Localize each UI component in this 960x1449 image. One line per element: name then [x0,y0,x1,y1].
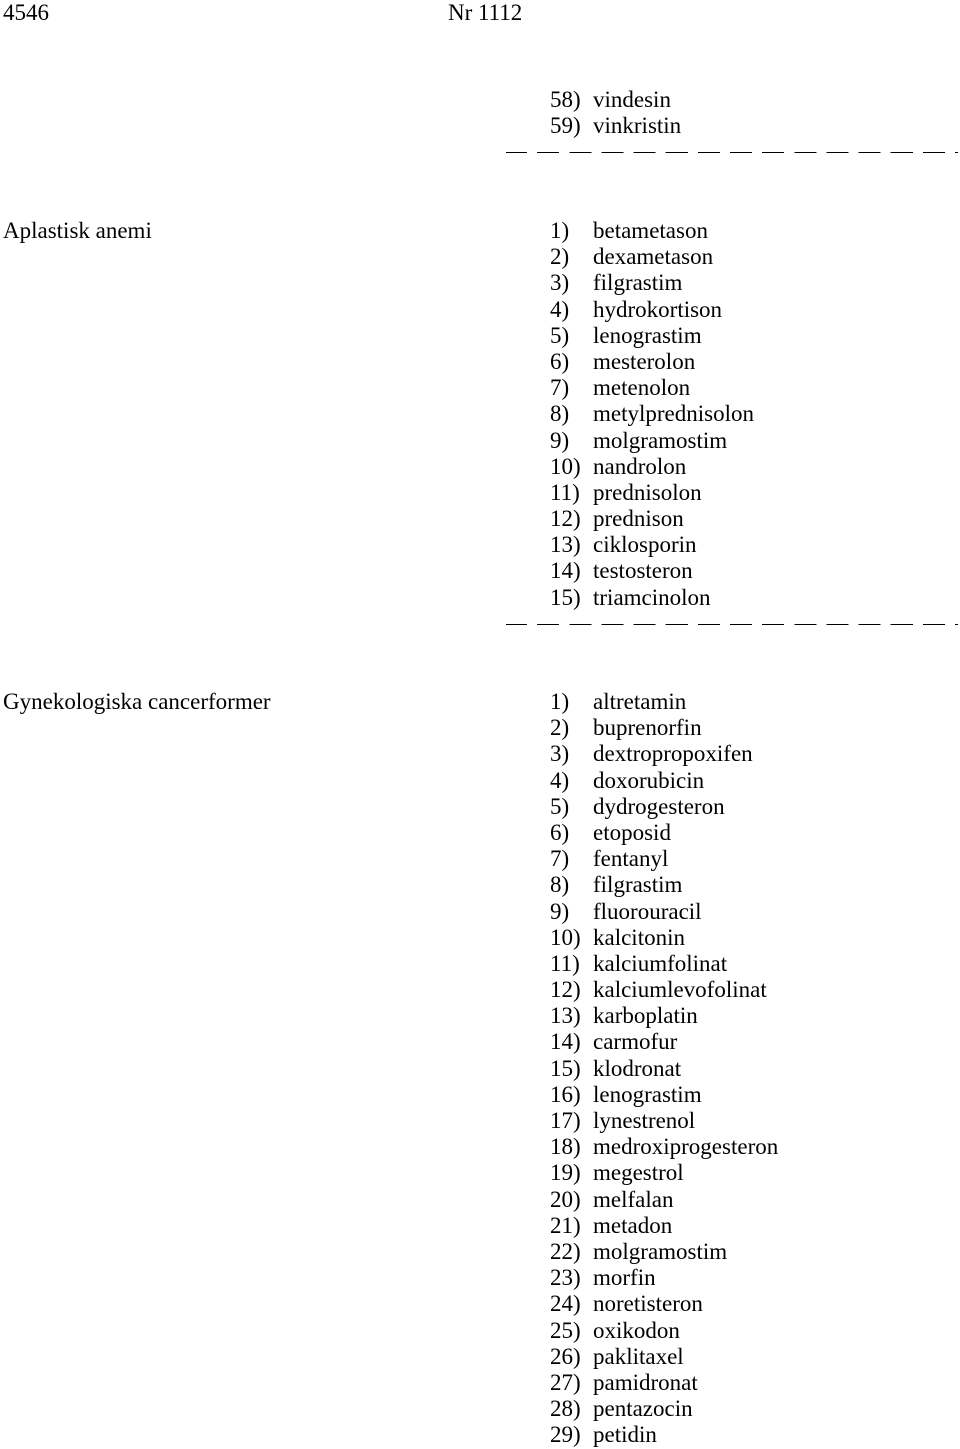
item-number: 20) [550,1186,581,1212]
item-number: 27) [550,1369,581,1395]
drug-name: prednisolon [593,479,702,505]
item-number: 1) [550,689,570,714]
list-item [550,506,754,532]
list-item [550,689,778,715]
item-number: 1) [550,218,570,243]
drug-name: fentanyl [593,846,669,872]
drug-name: filgrastim [593,270,683,296]
drug-name: petidin [593,1422,657,1448]
drug-name: paklitaxel [593,1343,684,1369]
list-item [550,977,778,1003]
list-item [550,1422,778,1448]
item-number: 22) [550,1238,581,1264]
list-item [550,899,778,925]
item-number: 8) [550,872,570,898]
drug-name: fluorouracil [593,898,702,924]
list-item [550,480,754,506]
item-number: 9) [550,427,570,453]
drug-name: molgramostim [593,1238,728,1264]
drug-name: metenolon [593,375,691,401]
list-item [550,1082,778,1108]
list-item [550,951,778,977]
drug-name: metylprednisolon [593,401,754,427]
drug-name: kalcitonin [593,924,685,950]
list-item [550,558,754,584]
item-number: 28) [550,1396,581,1422]
list-item [550,454,754,480]
list-item [550,244,754,270]
continued-drug-list [550,87,681,139]
list-item [550,1291,778,1317]
list-item [550,1029,778,1055]
item-number: 10) [550,453,581,479]
item-number: 8) [550,401,570,427]
item-number: 6) [550,819,570,845]
item-number: 13) [550,532,581,558]
drug-name: ciklosporin [593,532,697,558]
item-number: 16) [550,1081,581,1107]
list-item [550,87,681,113]
list-item [550,1056,778,1082]
drug-name: vindesin [593,87,671,112]
list-item [550,1239,778,1265]
drug-name: megestrol [593,1160,684,1186]
drug-name: testosteron [593,558,693,584]
list-item [550,794,778,820]
drug-name: triamcinolon [593,584,711,610]
list-item [550,846,778,872]
list-item [550,768,778,794]
drug-name: buprenorfin [593,715,702,741]
drug-list [550,218,754,611]
item-number: 14) [550,1029,581,1055]
drug-name: molgramostim [593,427,728,453]
list-item [550,349,754,375]
item-number: 23) [550,1265,581,1291]
drug-name: medroxiprogesteron [593,1134,779,1160]
drug-name: klodronat [593,1055,682,1081]
item-number: 21) [550,1212,581,1238]
drug-name: morfin [593,1265,656,1291]
list-item [550,820,778,846]
drug-name: filgrastim [593,872,683,898]
drug-name: carmofur [593,1029,678,1055]
list-item [550,872,778,898]
drug-name: pentazocin [593,1396,693,1422]
list-item [550,1396,778,1422]
item-number: 12) [550,977,581,1003]
list-item [550,113,681,139]
list-item [550,1265,778,1291]
item-number: 11) [550,950,580,976]
page-number: 4546 [3,0,49,25]
item-number: 7) [550,846,570,872]
drug-list [550,689,778,1448]
list-item [550,1370,778,1396]
drug-name: lynestrenol [593,1108,696,1133]
drug-name: etoposid [593,819,671,845]
item-number: 17) [550,1108,581,1133]
section-label: Gynekologiska cancerformer [3,689,271,714]
item-number: 11) [550,479,580,505]
item-number: 59) [550,113,581,139]
item-number: 15) [550,1055,581,1081]
item-number: 25) [550,1317,581,1343]
item-number: 26) [550,1343,581,1369]
list-item [550,1160,778,1186]
drug-name: hydrokortison [593,296,723,322]
item-number: 10) [550,924,581,950]
item-number: 2) [550,244,570,270]
drug-name: altretamin [593,689,687,714]
item-number: 5) [550,793,570,819]
list-item [550,1108,778,1134]
list-item [550,375,754,401]
list-item [550,323,754,349]
drug-name: oxikodon [593,1317,680,1343]
section-separator [506,624,958,625]
drug-name: doxorubicin [593,767,705,793]
drug-name: karboplatin [593,1003,698,1029]
list-item [550,428,754,454]
section-label: Aplastisk anemi [3,218,152,243]
item-number: 18) [550,1134,581,1160]
item-number: 19) [550,1160,581,1186]
item-number: 6) [550,348,570,374]
list-item [550,585,754,611]
drug-name: dydrogesteron [593,793,725,819]
item-number: 7) [550,375,570,401]
item-number: 4) [550,767,570,793]
list-item [550,741,778,767]
drug-name: lenograstim [593,322,702,348]
item-number: 5) [550,322,570,348]
list-item [550,715,778,741]
drug-name: pamidronat [593,1369,698,1395]
drug-name: kalciumfolinat [593,950,728,976]
drug-name: prednison [593,506,684,532]
list-item [550,401,754,427]
drug-name: melfalan [593,1186,674,1212]
list-item [550,532,754,558]
drug-name: vinkristin [593,113,682,139]
list-item [550,1213,778,1239]
list-item [550,1187,778,1213]
drug-name: nandrolon [593,453,687,479]
page-header [0,0,960,30]
item-number: 15) [550,584,581,610]
item-number: 13) [550,1003,581,1029]
list-item [550,1344,778,1370]
list-item [550,1318,778,1344]
item-number: 14) [550,558,581,584]
section-separator [506,152,958,153]
issue-number: Nr 1112 [448,0,523,25]
list-item [550,297,754,323]
item-number: 29) [550,1422,581,1448]
item-number: 24) [550,1291,581,1317]
item-number: 3) [550,741,570,767]
item-number: 12) [550,506,581,532]
list-item [550,1134,778,1160]
drug-name: lenograstim [593,1081,702,1107]
drug-name: metadon [593,1212,673,1238]
drug-name: mesterolon [593,348,696,374]
item-number: 58) [550,87,581,112]
list-item [550,1003,778,1029]
item-number: 2) [550,715,570,741]
list-item [550,270,754,296]
drug-name: betametason [593,218,708,243]
drug-name: dextropropoxifen [593,741,753,767]
drug-name: dexametason [593,244,714,270]
drug-name: kalciumlevofolinat [593,977,767,1003]
item-number: 9) [550,898,570,924]
item-number: 4) [550,296,570,322]
list-item [550,218,754,244]
item-number: 3) [550,270,570,296]
list-item [550,925,778,951]
drug-name: noretisteron [593,1291,703,1317]
